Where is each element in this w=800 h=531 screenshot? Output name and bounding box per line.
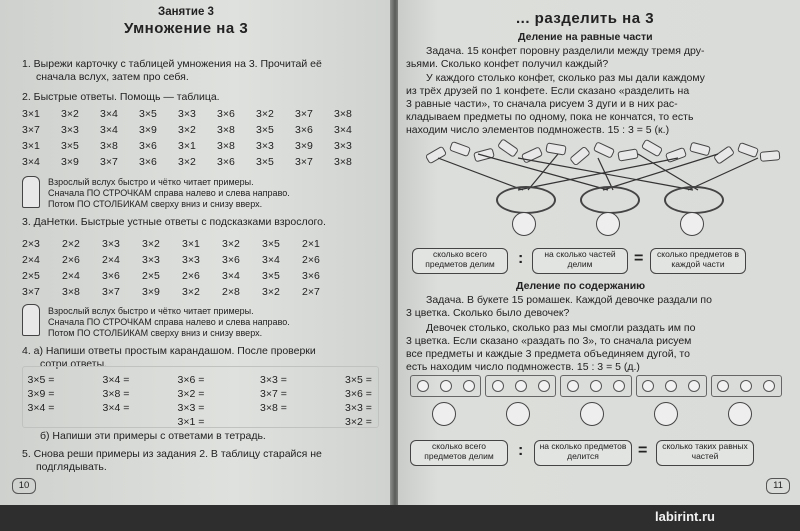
section-by-content: Деление по содержанию xyxy=(516,280,646,292)
example-cell: 3×1 xyxy=(182,238,200,250)
formula1-parts-box: на сколько частей делим xyxy=(532,248,628,274)
page-number-right: 11 xyxy=(766,478,790,494)
task-3: 3. ДаНетки. Быстрые устные ответы с подсказками взрослого. xyxy=(22,216,326,228)
daisy-icon xyxy=(642,380,654,392)
answer-example: 3×5 = xyxy=(27,374,55,386)
example-cell: 3×8 xyxy=(334,108,352,120)
daisy-icon xyxy=(688,380,700,392)
example-cell: 3×5 xyxy=(262,270,280,282)
example-cell: 3×8 xyxy=(100,140,118,152)
example-cell: 2×8 xyxy=(222,286,240,298)
example-cell: 3×5 xyxy=(139,108,157,120)
example-cell: 3×7 xyxy=(102,286,120,298)
task-5-line-1: 5. Снова реши примеры из задания 2. В таблицу старайся не xyxy=(22,448,322,460)
example-cell: 3×3 xyxy=(178,108,196,120)
boy-face-icon xyxy=(512,212,536,236)
example-cell: 3×8 xyxy=(62,286,80,298)
note-2-line-2: Сначала ПО СТРОЧКАМ справа налево и слева направо. xyxy=(48,317,290,327)
daisy-icon xyxy=(567,380,579,392)
example-cell: 3×6 xyxy=(139,140,157,152)
task-candies-line-1: Задача. 15 конфет поровну разделили между тремя дру- xyxy=(426,45,705,57)
answer-example: 3×5 = xyxy=(345,374,372,386)
example-cell: 3×3 xyxy=(182,254,200,266)
note-1-line-3: Потом ПО СТОЛБИКАМ сверху вниз и снизу вверх. xyxy=(48,199,263,209)
equals-sign: = xyxy=(634,250,644,267)
explain-1-line-1: У каждого столько конфет, сколько раз мы дали каждому xyxy=(426,72,705,84)
example-cell: 3×5 xyxy=(256,156,274,168)
example-cell: 3×5 xyxy=(256,124,274,136)
example-cell: 2×2 xyxy=(62,238,80,250)
page-title: Умножение на 3 xyxy=(124,20,249,37)
example-cell: 3×1 xyxy=(22,108,40,120)
daisy-icon xyxy=(590,380,602,392)
answer-example: 3×2 = xyxy=(345,416,372,428)
explain-2-line-3: все предметы и каждые 3 предмета объединяем дугой, то xyxy=(406,348,690,360)
example-cell: 3×5 xyxy=(262,238,280,250)
task-4a-line-1: 4. а) Напиши ответы простым карандашом. После проверки xyxy=(22,345,316,357)
answer-example: 3×4 = xyxy=(102,374,130,386)
task-1-line-1: 1. Вырежи карточку с таблицей умножения на 3. Прочитай её xyxy=(22,58,322,70)
answer-example: 3×8 = xyxy=(102,388,130,400)
note-1-line-1: Взрослый вслух быстро и чётко читает примеры. xyxy=(48,177,254,187)
daisy-group xyxy=(711,375,782,397)
girl-face-icon xyxy=(506,402,530,426)
example-cell: 3×3 xyxy=(256,140,274,152)
pencil-character-icon-2 xyxy=(22,304,40,336)
example-cell: 3×3 xyxy=(61,124,79,136)
formula2-total-box: сколько всего предметов делим xyxy=(410,440,508,466)
example-cell: 2×4 xyxy=(102,254,120,266)
example-cell: 3×2 xyxy=(262,286,280,298)
subset-arc xyxy=(664,186,724,214)
example-cell: 3×6 xyxy=(222,254,240,266)
note-2-line-3: Потом ПО СТОЛБИКАМ сверху вниз и снизу вверх. xyxy=(48,328,263,338)
example-cell: 3×2 xyxy=(178,124,196,136)
explain-1-line-5: находим число элементов подмножеств. 15 : 3 = 5 (к.) xyxy=(406,124,670,136)
example-cell: 2×7 xyxy=(302,286,320,298)
example-cell: 2×4 xyxy=(22,254,40,266)
answer-example: 3×3 = xyxy=(260,374,287,386)
answer-example: 3×3 = xyxy=(177,402,205,414)
example-cell: 3×8 xyxy=(217,140,235,152)
explain-1-line-2: из трёх друзей по 1 конфете. Если сказано «разделить на xyxy=(406,85,690,97)
example-cell: 2×5 xyxy=(22,270,40,282)
subset-arc xyxy=(496,186,556,214)
example-cell: 3×4 xyxy=(222,270,240,282)
girl-face-icon xyxy=(654,402,678,426)
example-cell: 2×4 xyxy=(62,270,80,282)
task-4a-line-2: сотри ответы. xyxy=(40,358,108,370)
note-1-line-2: Сначала ПО СТРОЧКАМ справа налево и слева направо. xyxy=(48,188,290,198)
formula1-total-box: сколько всего предметов делим xyxy=(412,248,508,274)
daisy-icon xyxy=(440,380,452,392)
example-cell: 3×9 xyxy=(61,156,79,168)
division-sign-2: : xyxy=(518,442,524,459)
explain-1-line-4: кладываем предметы по одному, пока не кончатся, то есть xyxy=(406,111,694,123)
example-cell: 2×3 xyxy=(22,238,40,250)
example-cell: 3×8 xyxy=(217,124,235,136)
daisy-icon xyxy=(665,380,677,392)
task-daisies-line-1: Задача. В букете 15 ромашек. Каждой девочке раздали по xyxy=(426,294,712,306)
example-cell: 3×1 xyxy=(178,140,196,152)
example-cell: 3×2 xyxy=(222,238,240,250)
example-cell: 3×7 xyxy=(22,286,40,298)
answer-example: 3×3 = xyxy=(345,402,372,414)
example-cell: 3×6 xyxy=(217,108,235,120)
example-cell: 3×3 xyxy=(334,140,352,152)
subset-arc xyxy=(580,186,640,214)
section-equal-parts: Деление на равные части xyxy=(518,31,653,43)
example-cell: 3×2 xyxy=(178,156,196,168)
task-5-line-2: подглядывать. xyxy=(36,461,107,473)
explain-2-line-2: 3 цветка. Если сказано «раздать по 3», то сначала рисуем xyxy=(406,335,692,347)
answer-example: 3×6 = xyxy=(345,388,372,400)
example-cell: 3×5 xyxy=(61,140,79,152)
daisy-icon xyxy=(463,380,475,392)
example-cell: 2×6 xyxy=(182,270,200,282)
daisy-group xyxy=(636,375,707,397)
answer-example: 3×2 = xyxy=(177,388,205,400)
example-cell: 3×7 xyxy=(22,124,40,136)
example-cell: 3×2 xyxy=(256,108,274,120)
daisy-group xyxy=(410,375,481,397)
example-cell: 3×2 xyxy=(61,108,79,120)
example-cell: 2×1 xyxy=(302,238,320,250)
answer-example: 3×4 = xyxy=(27,402,55,414)
example-cell: 3×4 xyxy=(334,124,352,136)
formula1-per-part-box: сколько предметов в каждой части xyxy=(650,248,746,274)
answer-example: 3×1 = xyxy=(177,416,205,428)
example-cell: 3×9 xyxy=(142,286,160,298)
example-cell: 2×6 xyxy=(62,254,80,266)
left-page xyxy=(0,0,392,505)
task-candies-line-2: зьями. Сколько конфет получил каждый? xyxy=(406,58,609,70)
example-cell: 3×7 xyxy=(295,108,313,120)
note-2-line-1: Взрослый вслух быстро и чётко читает примеры. xyxy=(48,306,254,316)
formula2-groups-count-box: сколько таких равных частей xyxy=(656,440,754,466)
daisy-icon xyxy=(515,380,527,392)
example-cell: 3×9 xyxy=(295,140,313,152)
example-cell: 3×8 xyxy=(334,156,352,168)
example-cell: 3×3 xyxy=(102,238,120,250)
daisy-groups xyxy=(410,375,782,397)
daisy-icon xyxy=(613,380,625,392)
girl-face-icon xyxy=(728,402,752,426)
equals-sign-2: = xyxy=(638,442,648,459)
task-4b: б) Напиши эти примеры с ответами в тетрадь. xyxy=(40,430,266,442)
example-cell: 3×7 xyxy=(100,156,118,168)
daisy-group xyxy=(485,375,556,397)
answer-example: 3×7 = xyxy=(260,388,287,400)
daisy-icon xyxy=(763,380,775,392)
example-cell: 3×6 xyxy=(302,270,320,282)
daisy-icon xyxy=(417,380,429,392)
example-cell: 2×5 xyxy=(142,270,160,282)
example-cell: 3×7 xyxy=(295,156,313,168)
example-cell: 3×1 xyxy=(22,140,40,152)
answer-example: 3×6 = xyxy=(177,374,205,386)
daisy-icon xyxy=(538,380,550,392)
example-cell: 3×4 xyxy=(100,124,118,136)
daisy-icon xyxy=(717,380,729,392)
example-cell: 2×6 xyxy=(302,254,320,266)
example-cell: 3×6 xyxy=(139,156,157,168)
girl-face-icon xyxy=(580,402,604,426)
daisy-group xyxy=(560,375,631,397)
explain-1-line-3: 3 равные части», то сначала рисуем 3 дуги и в них рас- xyxy=(406,98,678,110)
example-cell: 3×6 xyxy=(217,156,235,168)
right-page-title: ... разделить на 3 xyxy=(516,10,655,27)
task-1-line-2: сначала вслух, затем про себя. xyxy=(36,71,189,83)
girl-face-icon xyxy=(432,402,456,426)
right-page xyxy=(398,0,800,505)
answer-example: 3×8 = xyxy=(260,402,287,414)
girl-face-icon xyxy=(680,212,704,236)
division-sign: : xyxy=(518,250,524,267)
formula2-group-size-box: на сколько предметов делится xyxy=(534,440,632,466)
daisy-icon xyxy=(740,380,752,392)
answer-example: 3×4 = xyxy=(102,402,130,414)
example-cell: 3×9 xyxy=(139,124,157,136)
example-cell: 3×6 xyxy=(102,270,120,282)
answer-example: 3×9 = xyxy=(27,388,55,400)
girl-face-icon xyxy=(596,212,620,236)
watermark-logo: labirint.ru xyxy=(655,509,715,524)
pencil-character-icon xyxy=(22,176,40,208)
example-cell: 3×6 xyxy=(295,124,313,136)
task-2: 2. Быстрые ответы. Помощь — таблица. xyxy=(22,91,220,103)
daisy-icon xyxy=(492,380,504,392)
page-number-left: 10 xyxy=(12,478,36,494)
example-cell: 3×2 xyxy=(142,238,160,250)
example-cell: 3×4 xyxy=(262,254,280,266)
explain-2-line-4: есть находим число подмножеств. 15 : 3 = 5 (д.) xyxy=(406,361,640,373)
lesson-label: Занятие 3 xyxy=(158,6,214,18)
example-cell: 3×4 xyxy=(100,108,118,120)
explain-2-line-1: Девочек столько, сколько раз мы смогли раздать им по xyxy=(426,322,696,334)
task-daisies-line-2: 3 цветка. Сколько было девочек? xyxy=(406,307,570,319)
example-cell: 3×4 xyxy=(22,156,40,168)
example-cell: 3×3 xyxy=(142,254,160,266)
example-cell: 3×2 xyxy=(182,286,200,298)
